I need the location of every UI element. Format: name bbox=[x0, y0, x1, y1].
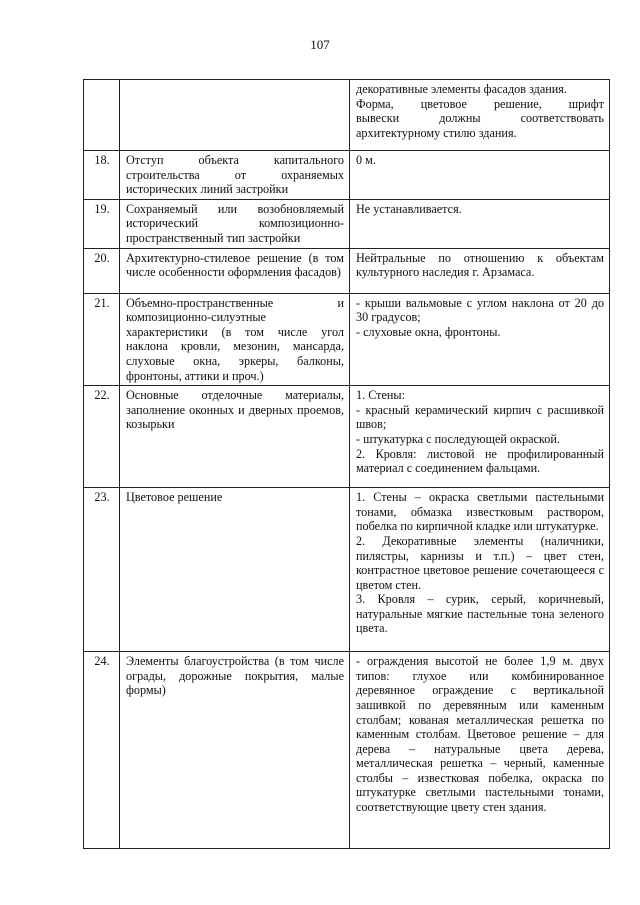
parameter-name: Элементы благоустройства (в том числе ограды, дорожные покрытия, малые формы) bbox=[120, 652, 350, 849]
row-number: 22. bbox=[84, 386, 120, 488]
table-row bbox=[84, 199, 610, 248]
table-row bbox=[84, 293, 610, 386]
value-line: - ограждения высотой не более 1,9 м. двух типов: глухое или комбинированное деревянное ограждение с вертикальной зашивкой по деревянным или каменным столбам; кованая металлическая решетка по каменным столбам. Цветовое решение – для дерева – натуральные цвета дерева, металлическая решетка – черный, каменные столбы – известковая побелка, окраска по штукатурке светлыми пастельными тонами, соответствующие цвету стен здания. bbox=[356, 654, 604, 815]
row-number: 24. bbox=[84, 652, 120, 849]
parameter-name: Сохраняемый или возобновляемый исторический композиционно-пространственный тип застройки bbox=[120, 199, 350, 248]
value-line: вывески должны соответствовать bbox=[356, 111, 604, 126]
page-number: 107 bbox=[310, 37, 330, 52]
value-line: Форма, цветовое решение, шрифт bbox=[356, 96, 604, 111]
row-number bbox=[84, 80, 120, 151]
value-line: 2. Кровля: листовой не профилированный материал с соединением фальцами. bbox=[356, 446, 604, 476]
value-line: Нейтральные по отношению к объектам культурного наследия г. Арзамаса. bbox=[356, 250, 604, 280]
table-row bbox=[84, 80, 610, 151]
value-line: - крыши вальмовые с углом наклона от 20 до 30 градусов; bbox=[356, 295, 604, 325]
value-line: 0 м. bbox=[356, 153, 376, 167]
value-line: архитектурному стилю здания. bbox=[356, 125, 517, 140]
row-number: 19. bbox=[84, 199, 120, 248]
table-row bbox=[84, 151, 610, 200]
parameter-value bbox=[350, 248, 610, 293]
row-number: 23. bbox=[84, 488, 120, 652]
parameter-name bbox=[120, 80, 350, 151]
row-number: 21. bbox=[84, 293, 120, 386]
table-row bbox=[84, 386, 610, 488]
parameter-value bbox=[350, 199, 610, 248]
value-line: - слуховые окна, фронтоны. bbox=[356, 324, 501, 339]
parameter-value bbox=[350, 80, 610, 151]
value-line: - красный керамический кирпич с расшивкой швов; bbox=[356, 402, 604, 432]
value-line: - штукатурка с последующей окраской. bbox=[356, 431, 560, 446]
parameter-value bbox=[350, 151, 610, 200]
parameter-name: Цветовое решение bbox=[120, 488, 350, 652]
table-row bbox=[84, 488, 610, 652]
value-line: декоративные элементы фасадов здания. bbox=[356, 82, 567, 96]
parameter-value bbox=[350, 293, 610, 386]
parameter-name: Основные отделочные материалы, заполнение оконных и дверных проемов, козырьки bbox=[120, 386, 350, 488]
parameter-value bbox=[350, 386, 610, 488]
table-row bbox=[84, 652, 610, 849]
row-number: 20. bbox=[84, 248, 120, 293]
value-line: 1. Стены – окраска светлыми пастельными тонами, обмазка известковым раствором, побелка по кирпичной кладке или штукатурке. bbox=[356, 490, 604, 534]
parameter-name: Архитектурно-стилевое решение (в том числе особенности оформления фасадов) bbox=[120, 248, 350, 293]
value-line: 1. Стены: bbox=[356, 388, 405, 403]
parameter-name: Объемно-пространственные и композиционно-силуэтные характеристики (в том числе угол наклона кровли, мезонин, мансарда, слуховые окна, эркеры, балконы, фронтоны, аттики и проч.) bbox=[120, 293, 350, 386]
value-line: Не устанавливается. bbox=[356, 201, 462, 216]
parameter-value bbox=[350, 488, 610, 652]
regulations-table bbox=[83, 79, 610, 849]
value-line: 2. Декоративные элементы (наличники, пилястры, карнизы и т.п.) – цвет стен, контрастное цветовое решение сочетающееся с цветом стен. bbox=[356, 533, 604, 592]
table-row bbox=[84, 248, 610, 293]
row-number: 18. bbox=[84, 151, 120, 200]
parameter-name: Отступ объекта капитального строительства от охраняемых исторических линий застройки bbox=[120, 151, 350, 200]
parameter-value bbox=[350, 652, 610, 849]
value-line: 3. Кровля – сурик, серый, коричневый, натуральные мягкие пастельные тона зеленого цвета. bbox=[356, 592, 604, 636]
